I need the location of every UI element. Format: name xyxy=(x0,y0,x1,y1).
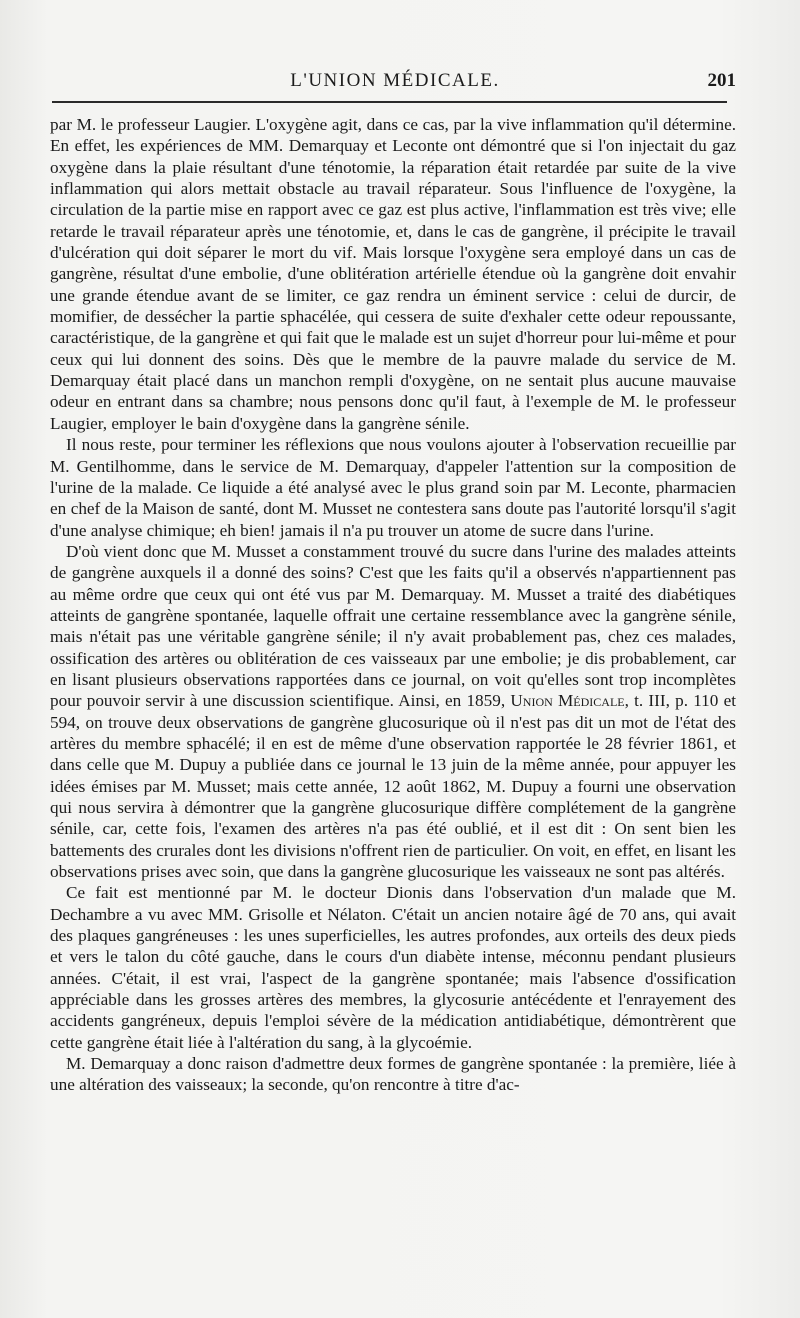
article-body xyxy=(50,114,736,1096)
paragraph-2: Il nous reste, pour terminer les réflexions que nous voulons ajouter à l'observation recueillie par M. Gentilhomme, dans le service de M. Demarquay, d'appeler l'attention sur la composition de l'urine de la malade. Ce liquide a été analysé avec le plus grand soin par M. Leconte, pharmacien en chef de la Maison de santé, dont M. Musset ne contestera sans doute pas l'autorité lorsqu'il s'agit d'une analyse chimique; eh bien! jamais il n'a pu trouver un atome de sucre dans l'urine. xyxy=(50,435,736,540)
header-rule xyxy=(52,101,727,103)
page-header xyxy=(50,70,740,100)
page-number: 201 xyxy=(707,70,736,91)
paragraph-1: par M. le professeur Laugier. L'oxygène agit, dans ce cas, par la vive inflammation qu'il détermine. En effet, les expériences de MM. Demarquay et Leconte ont démontré que si l'on injectait du gaz oxygène dans la plaie résultant d'une ténotomie, la réparation était retardée par suite de la vive inflammation qui alors mettait obstacle au travail réparateur. Sous l'influence de l'oxygène, la circulation de la partie mise en rapport avec ce gaz est plus active, l'inflammation est très vive; elle retarde le travail réparateur après une ténotomie, et, dans le cas de gangrène, il précipite le travail d'ulcération qui doit séparer le mort du vif. Mais lorsque l'oxygène sera employé dans un cas de gangrène, résultat d'une embolie, d'une oblitération artérielle étendue où la gangrène doit envahir une grande étendue avant de se limiter, ce gaz rendra un éminent service : celui de durcir, de momifier, de dessécher la partie sphacélée, qui cessera de suite d'exhaler cette odeur repoussante, caractéristique, de la gangrène et qui fait que le malade est un sujet d'horreur pour lui-même et pour ceux qui lui donnent des soins. Dès que le membre de la pauvre malade du service de M. Demarquay était placé dans un manchon rempli d'oxygène, on ne sentait plus aucune mauvaise odeur en entrant dans sa chambre; nous pensons donc qu'il faut, à l'exemple de M. le professeur Laugier, employer le bain d'oxygène dans la gangrène sénile. xyxy=(50,115,736,433)
paragraph-4: Ce fait est mentionné par M. le docteur Dionis dans l'observation d'un malade que M. Dechambre a vu avec MM. Grisolle et Nélaton. C'était un ancien notaire âgé de 70 ans, qui avait des plaques gangréneuses : les unes superficielles, les autres profondes, aux orteils des deux pieds et vers le talon du côté gauche, dans le cours d'un diabète intense, méconnu pendant plusieurs années. C'était, il est vrai, l'aspect de la gangrène spontanée; mais l'absence d'ossification appréciable dans les grosses artères des membres, la glycosurie antécédente et l'enrayement des accidents gangréneux, depuis l'emploi sévère de la médication antidiabétique, démontrèrent que cette gangrène était liée à l'altération du sang, à la glycoémie. xyxy=(50,883,736,1052)
running-title: L'UNION MÉDICALE. xyxy=(290,70,500,91)
journal-title-reference: Union Médicale xyxy=(510,691,625,711)
paragraph-5: M. Demarquay a donc raison d'admettre deux formes de gangrène spontanée : la première, liée à une altération des vaisseaux; la seconde, qu'on rencontre à titre d'ac- xyxy=(50,1054,736,1095)
paragraph-3 xyxy=(50,541,736,883)
paragraph-3-text-a: D'où vient donc que M. Musset a constamment trouvé du sucre dans l'urine des malades atteints de gangrène auxquels il a donné des soins? C'est que les faits qu'il a observés n'appartiennent pas au même ordre que ceux qui ont été vus par M. Demarquay. M. Musset a traité des diabétiques atteints de gangrène spontanée, laquelle offrait une certaine ressemblance avec la gangrène sénile, mais n'était pas une véritable gangrène sénile; il n'y avait probablement pas, chez ces malades, ossification des artères ou oblitération de ces vaisseaux par une embolie; je dis probablement, car en lisant plusieurs observations rapportées dans ce journal, on voit qu'elles sont trop incomplètes pour pouvoir servir à une discussion scientifique. Ainsi, en 1859, xyxy=(50,541,736,711)
paragraph-3-text-b: , t. III, p. 110 et 594, on trouve deux observations de gangrène glucosurique où il n'est pas dit un mot de l'état des artères du membre sphacélé; il en est de même d'une observation rapportée le 28 février 1861, et dans celle que M. Dupuy a publiée dans ce journal le 13 juin de la même année, pour appuyer les idées émises par M. Musset; mais cette année, 12 août 1862, M. Dupuy a fourni une observation qui nous servira à démontrer que la gangrène glucosurique diffère complétement de la gangrène sénile, car, cette fois, l'examen des artères n'a pas été oublié, et il est dit : On sent bien les battements des crurales dont les divisions n'offrent rien de particulier. On voit, en effet, en lisant les observations prises avec soin, que dans la gangrène glucosurique les vaisseaux ne sont pas altérés. xyxy=(50,691,736,882)
